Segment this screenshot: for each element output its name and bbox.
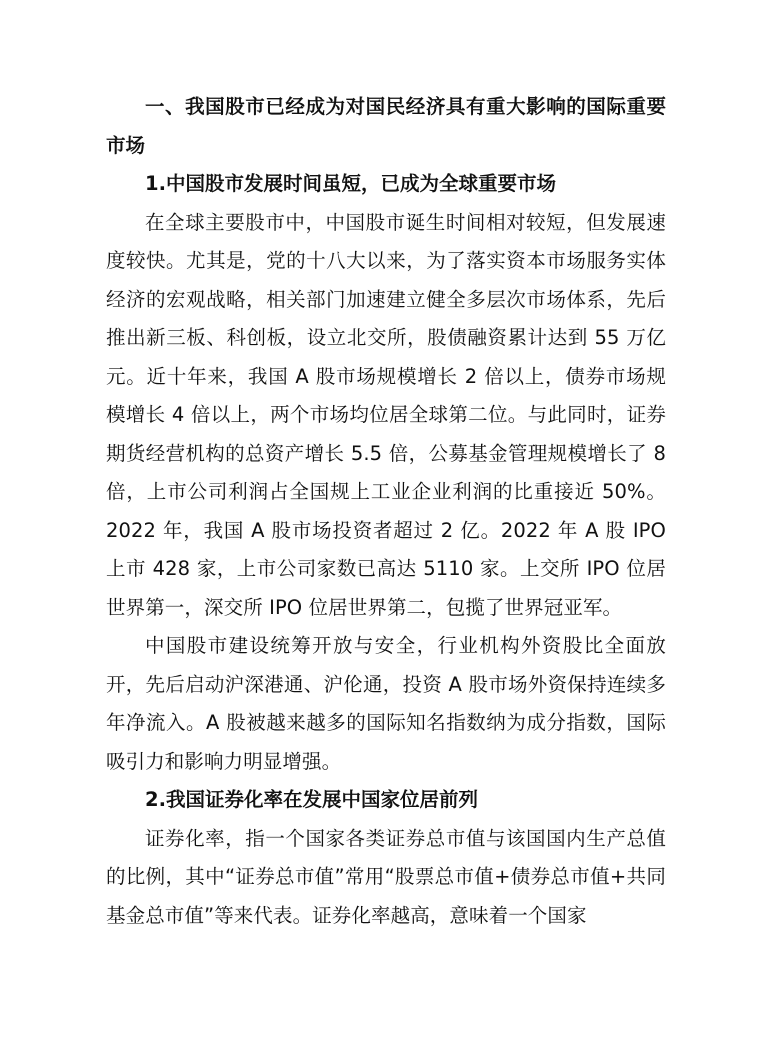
- subsection-title-2: 2.我国证券化率在发展中国家位居前列: [145, 788, 478, 811]
- paragraph-2: 中国股市建设统筹开放与安全，行业机构外资股比全面放开，先后启动沪深港通、沪伦通，投资 A 股市场外资保持连续多年净流入。A 股被越来越多的国际知名指数纳为成分指数，国际吸引力和影响力明显增强。: [106, 634, 666, 773]
- document-page: [106, 88, 666, 935]
- section-title: 一、我国股市已经成为对国民经济具有重大影响的国际重要市场: [106, 95, 666, 157]
- paragraph-1: 在全球主要股市中，中国股市诞生时间相对较短，但发展速度较快。尤其是，党的十八大以来，为了落实资本市场服务实体经济的宏观战略，相关部门加速建立健全多层次市场体系，先后推出新三板、科创板，设立北交所，股债融资累计达到 55 万亿元。近十年来，我国 A 股市场规模增长 2 倍以上，债券市场规模增长 4 倍以上，两个市场均位居全球第二位。与此同时，证券期货经营机构的总资产增长 5.5 倍，公募基金管理规模增长了 8 倍，上市公司利润占全国规上工业企业利润的比重接近 50%。2022 年，我国 A 股市场投资者超过 2 亿。2022 年 A 股 IPO 上市 428 家，上市公司家数已高达 5110 家。上交所 IPO 位居世界第一，深交所 IPO 位居世界第二，包揽了世界冠亚军。: [106, 210, 666, 619]
- paragraph-3: 证券化率，指一个国家各类证券总市值与该国国内生产总值的比例，其中“证券总市值”常用“股票总市值+债券总市值+共同基金总市值”等来代表。证券化率越高，意味着一个国家: [106, 826, 666, 927]
- subsection-title-1: 1.中国股市发展时间虽短，已成为全球重要市场: [145, 172, 556, 195]
